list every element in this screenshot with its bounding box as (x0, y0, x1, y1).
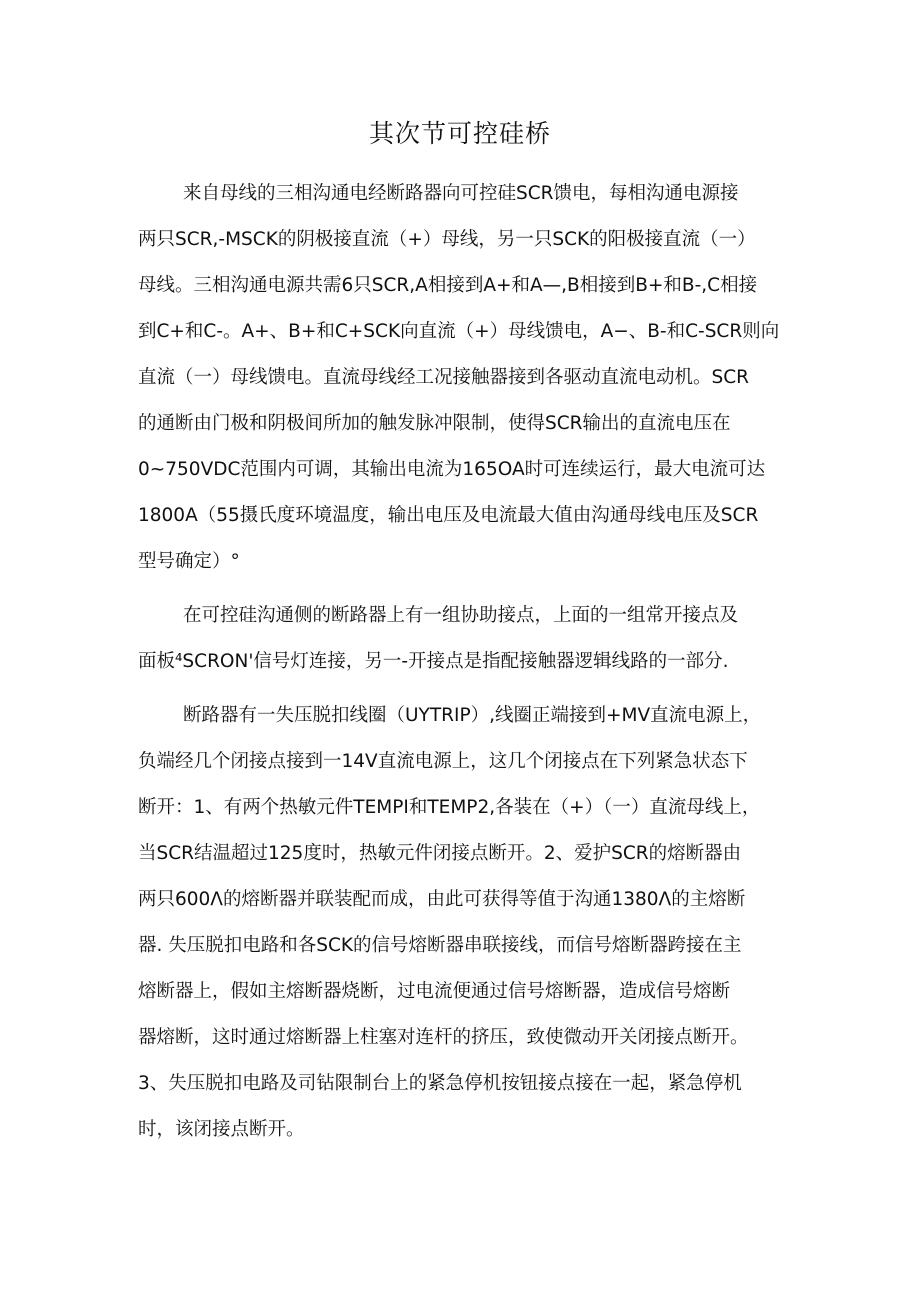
paragraph-line: 负端经几个闭接点接到一14V直流电源上，这几个闭接点在下列紧急状态下 (138, 751, 748, 772)
paragraph-line: 直流（一）母线馈电。直流母线经工况接触器接到各驱动直流电动机。SCR (138, 367, 750, 388)
paragraph-line: 到C+和C-。A+、B+和C+SCK向直流（+）母线馈电，A−、B-和C-SCR则向 (138, 321, 780, 342)
paragraph-line: 器熔断，这时通过熔断器上柱塞对连杆的挤压，致使微动开关闭接点断开。 (138, 1027, 749, 1048)
paragraph-line: 断开：1、有两个热敏元件TEMPI和TEMP2,各装在（+）（一）直流母线上， (138, 797, 761, 818)
paragraph-line: 的通断由门极和阴极间所加的触发脉冲限制，使得SCR输出的直流电压在 (138, 413, 731, 434)
paragraph-line: 型号确定）° (138, 551, 240, 572)
paragraph-line: 0~750VDC范围内可调，其输出电流为165OA时可连续运行，最大电流可达 (138, 459, 766, 480)
paragraph-line: 断路器有一失压脱扣线圈（UYTRIP）,线圈正端接到+MV直流电源上， (183, 705, 762, 726)
page-title: 其次节可控硅桥 (368, 119, 551, 148)
paragraph-line: 1800A（55摄氏度环境温度，输出电压及电流最大值由沟通母线电压及SCR (138, 505, 759, 526)
paragraph-line: 在可控硅沟通侧的断路器上有一组协助接点，上面的一组常开接点及 (183, 605, 739, 626)
paragraph-line: 时，该闭接点断开。 (138, 1119, 305, 1140)
paragraph-line: 熔断器上，假如主熔断器烧断，过电流便通过信号熔断器，造成信号熔断 (138, 981, 731, 1002)
paragraph-line: 来自母线的三相沟通电经断路器向可控硅SCR馈电，每相沟通电源接 (183, 183, 739, 204)
paragraph-line: 两只SCR,-MSCK的阴极接直流（+）母线，另一只SCK的阳极接直流（一） (138, 229, 756, 250)
paragraph-line: 3、失压脱扣电路及司钻限制台上的紧急停机按钮接点接在一起，紧急停机 (138, 1073, 742, 1094)
paragraph-line: 母线。三相沟通电源共需6只SCR,A相接到A+和A—,B相接到B+和B-,C相接 (138, 275, 758, 296)
paragraph-line: 面板⁴SCRON'信号灯连接，另一-开接点是指配接触器逻辑线路的一部分. (138, 651, 729, 672)
paragraph-line: 当SCR结温超过125度时，热敏元件闭接点断开。2、爱护SCR的熔断器由 (138, 843, 742, 864)
paragraph-line: 两只600Λ的熔断器并联装配而成，由此可获得等值于沟通1380Λ的主熔断 (138, 889, 746, 910)
paragraph-line: 器. 失压脱扣电路和各SCK的信号熔断器串联接线，而信号熔断器跨接在主 (138, 935, 742, 956)
